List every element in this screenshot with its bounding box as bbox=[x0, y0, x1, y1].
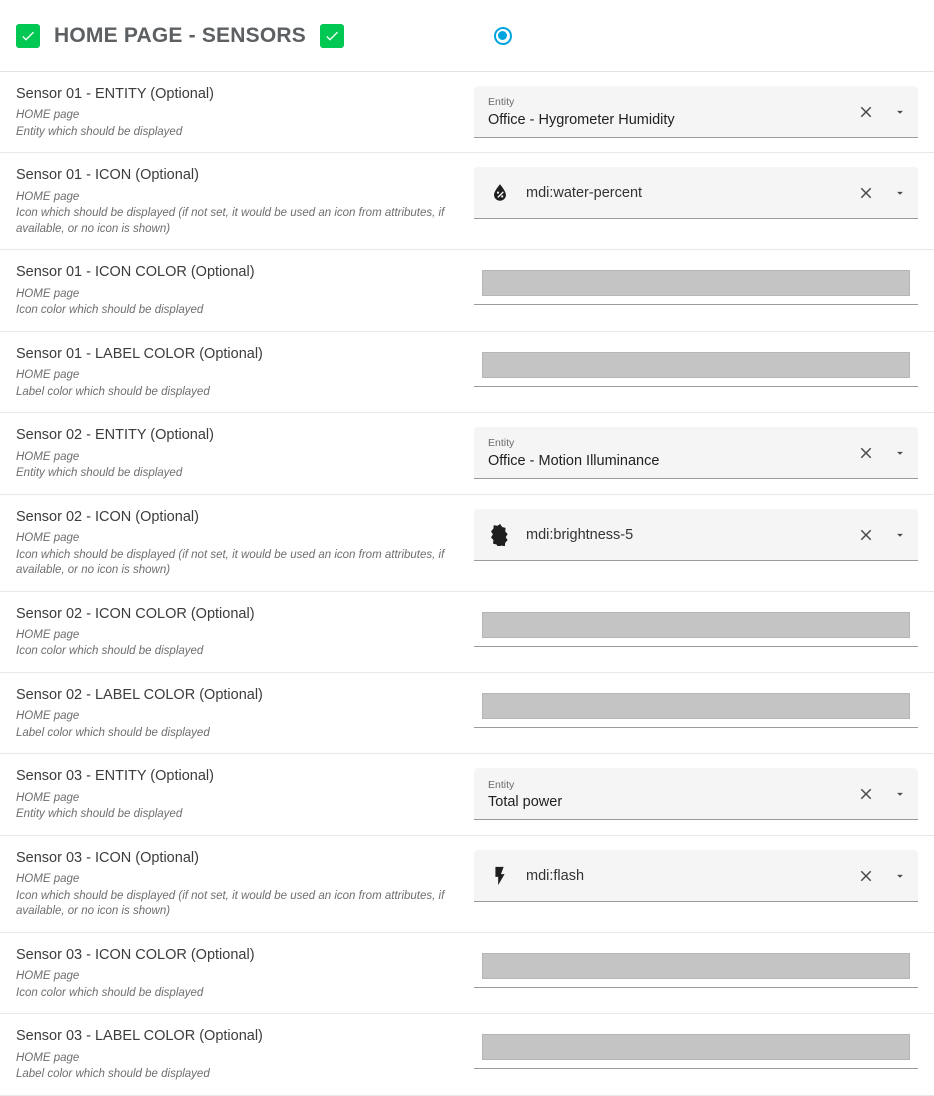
clear-icon[interactable] bbox=[856, 443, 876, 463]
row-description bbox=[16, 262, 474, 318]
row-page: HOME page bbox=[16, 628, 80, 641]
chevron-down-icon[interactable] bbox=[890, 866, 910, 886]
entity-value: Total power bbox=[488, 794, 563, 811]
row-page: HOME page bbox=[16, 710, 80, 723]
row-desc: Icon color which should be displayed bbox=[16, 986, 204, 999]
color-picker-field[interactable] bbox=[474, 346, 918, 387]
row-title: Sensor 03 - ICON (Optional) bbox=[16, 849, 199, 866]
entity-value: Office - Hygrometer Humidity bbox=[488, 111, 675, 128]
row-page: HOME page bbox=[16, 287, 80, 300]
row-desc: Entity which should be displayed bbox=[16, 467, 183, 480]
row-title: Sensor 03 - ICON COLOR (Optional) bbox=[16, 946, 255, 963]
clear-icon[interactable] bbox=[856, 784, 876, 804]
row-title: Sensor 01 - LABEL COLOR (Optional) bbox=[16, 345, 263, 362]
row-page: HOME page bbox=[16, 190, 80, 203]
settings-row bbox=[0, 413, 934, 494]
settings-row bbox=[0, 673, 934, 754]
brightness-5-icon bbox=[488, 523, 512, 547]
row-description bbox=[16, 507, 474, 579]
row-control bbox=[474, 262, 918, 305]
row-description bbox=[16, 165, 474, 237]
row-description bbox=[16, 425, 474, 481]
row-desc: Icon which should be displayed (if not set, it would be used an icon from attributes, if available, or no icon is shown) bbox=[16, 889, 445, 918]
color-picker-field[interactable] bbox=[474, 687, 918, 728]
row-title: Sensor 02 - ENTITY (Optional) bbox=[16, 427, 214, 444]
icon-picker-field[interactable] bbox=[474, 509, 918, 561]
page-title: HOME PAGE - SENSORS bbox=[54, 23, 306, 47]
chevron-down-icon[interactable] bbox=[890, 443, 910, 463]
water-percent-icon bbox=[488, 181, 512, 205]
field-label: Entity bbox=[488, 778, 515, 791]
settings-row bbox=[0, 1014, 934, 1095]
row-title: Sensor 02 - ICON (Optional) bbox=[16, 508, 199, 525]
entity-picker-field[interactable] bbox=[474, 768, 918, 820]
color-picker-field[interactable] bbox=[474, 1028, 918, 1069]
settings-row bbox=[0, 153, 934, 250]
color-picker-field[interactable] bbox=[474, 947, 918, 988]
flash-icon bbox=[488, 864, 512, 888]
page-header bbox=[0, 0, 934, 72]
icon-value: mdi:flash bbox=[526, 867, 585, 884]
color-swatch[interactable] bbox=[482, 612, 910, 638]
color-swatch[interactable] bbox=[482, 352, 910, 378]
row-control bbox=[474, 165, 918, 219]
icon-picker-field[interactable] bbox=[474, 167, 918, 219]
row-title: Sensor 02 - ICON COLOR (Optional) bbox=[16, 605, 255, 622]
entity-picker-field[interactable] bbox=[474, 86, 918, 138]
row-description bbox=[16, 945, 474, 1001]
clear-icon[interactable] bbox=[856, 183, 876, 203]
row-title: Sensor 01 - ENTITY (Optional) bbox=[16, 86, 214, 102]
clear-icon[interactable] bbox=[856, 102, 876, 122]
row-page: HOME page bbox=[16, 450, 80, 463]
settings-row bbox=[0, 836, 934, 933]
row-description bbox=[16, 685, 474, 741]
chevron-down-icon[interactable] bbox=[890, 102, 910, 122]
header-radio-wrap bbox=[494, 27, 512, 45]
color-swatch[interactable] bbox=[482, 270, 910, 296]
icon-picker-field[interactable] bbox=[474, 850, 918, 902]
settings-row bbox=[0, 933, 934, 1014]
settings-row bbox=[0, 332, 934, 413]
color-picker-field[interactable] bbox=[474, 606, 918, 647]
row-control bbox=[474, 685, 918, 728]
chevron-down-icon[interactable] bbox=[890, 784, 910, 804]
clear-icon[interactable] bbox=[856, 525, 876, 545]
settings-row bbox=[0, 592, 934, 673]
icon-value: mdi:brightness-5 bbox=[526, 526, 634, 543]
field-label: Entity bbox=[488, 437, 515, 450]
color-swatch[interactable] bbox=[482, 693, 910, 719]
row-page: HOME page bbox=[16, 369, 80, 382]
settings-row bbox=[0, 72, 934, 153]
settings-row bbox=[0, 495, 934, 592]
row-desc: Icon color which should be displayed bbox=[16, 304, 204, 317]
row-control bbox=[474, 848, 918, 902]
row-page: HOME page bbox=[16, 109, 80, 122]
row-desc: Icon which should be displayed (if not set, it would be used an icon from attributes, if available, or no icon is shown) bbox=[16, 548, 445, 577]
row-control bbox=[474, 766, 918, 820]
chevron-down-icon[interactable] bbox=[890, 525, 910, 545]
radio-dot bbox=[498, 31, 507, 40]
row-control bbox=[474, 425, 918, 479]
row-control bbox=[474, 344, 918, 387]
entity-picker-field[interactable] bbox=[474, 427, 918, 479]
color-swatch[interactable] bbox=[482, 953, 910, 979]
row-control bbox=[474, 84, 918, 138]
row-page: HOME page bbox=[16, 1051, 80, 1064]
row-desc: Label color which should be displayed bbox=[16, 726, 210, 739]
clear-icon[interactable] bbox=[856, 866, 876, 886]
row-description bbox=[16, 1026, 474, 1082]
row-title: Sensor 02 - LABEL COLOR (Optional) bbox=[16, 686, 263, 703]
row-title: Sensor 01 - ICON (Optional) bbox=[16, 167, 199, 184]
row-desc: Label color which should be displayed bbox=[16, 385, 210, 398]
chevron-down-icon[interactable] bbox=[890, 183, 910, 203]
row-page: HOME page bbox=[16, 873, 80, 886]
row-title: Sensor 03 - ENTITY (Optional) bbox=[16, 768, 214, 785]
row-control bbox=[474, 945, 918, 988]
row-desc: Entity which should be displayed bbox=[16, 125, 183, 138]
row-description bbox=[16, 344, 474, 400]
field-label: Entity bbox=[488, 96, 515, 109]
header-radio-button[interactable] bbox=[494, 27, 512, 45]
row-description bbox=[16, 766, 474, 822]
settings-row bbox=[0, 250, 934, 331]
row-description bbox=[16, 604, 474, 660]
row-description bbox=[16, 848, 474, 920]
entity-value: Office - Motion Illuminance bbox=[488, 453, 660, 469]
row-control bbox=[474, 1026, 918, 1069]
color-picker-field[interactable] bbox=[474, 264, 918, 305]
row-title: Sensor 03 - LABEL COLOR (Optional) bbox=[16, 1028, 263, 1045]
row-control bbox=[474, 604, 918, 647]
header-checkbox-right[interactable] bbox=[320, 24, 344, 48]
settings-row bbox=[0, 754, 934, 835]
row-description bbox=[16, 84, 474, 140]
row-page: HOME page bbox=[16, 532, 80, 545]
icon-value: mdi:water-percent bbox=[526, 185, 643, 202]
row-control bbox=[474, 507, 918, 561]
row-desc: Label color which should be displayed bbox=[16, 1068, 210, 1081]
row-desc: Entity which should be displayed bbox=[16, 808, 183, 821]
row-page: HOME page bbox=[16, 970, 80, 983]
settings-row-list bbox=[0, 72, 934, 1096]
row-desc: Icon color which should be displayed bbox=[16, 645, 204, 658]
color-swatch[interactable] bbox=[482, 1034, 910, 1060]
row-page: HOME page bbox=[16, 791, 80, 804]
row-desc: Icon which should be displayed (if not set, it would be used an icon from attributes, if available, or no icon is shown) bbox=[16, 207, 445, 235]
header-checkbox-left[interactable] bbox=[16, 24, 40, 48]
row-title: Sensor 01 - ICON COLOR (Optional) bbox=[16, 264, 255, 281]
